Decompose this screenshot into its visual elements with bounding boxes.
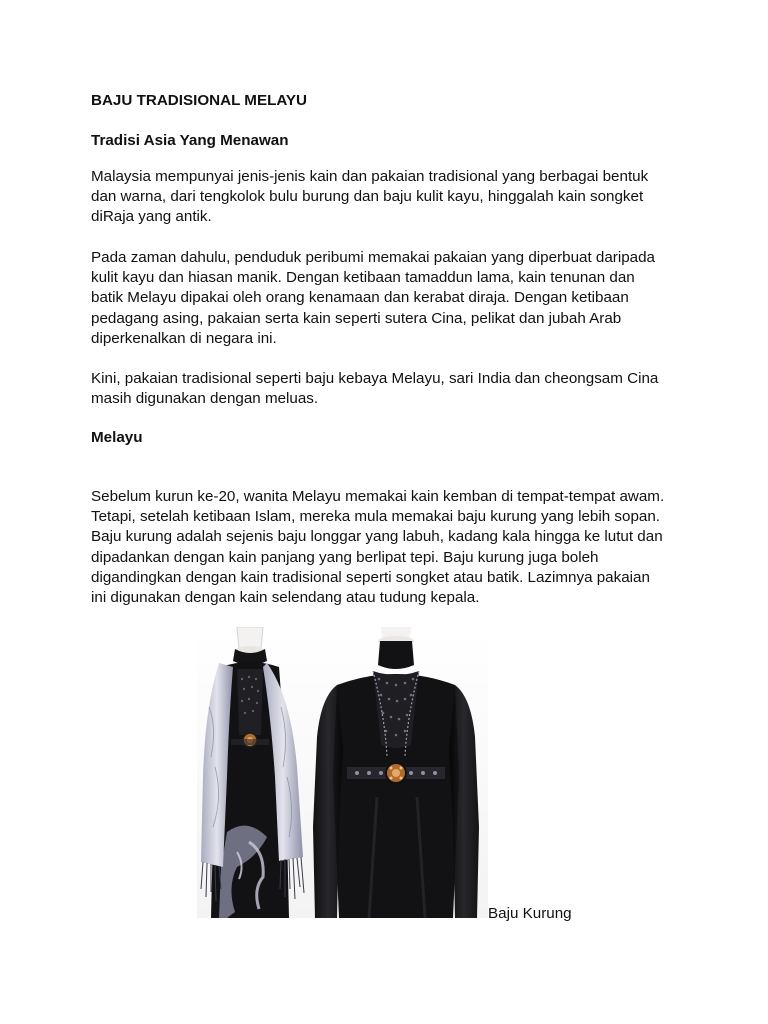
- paragraph-melayu: [91, 487, 691, 608]
- text-line: Baju kurung adalah sejenis baju longgar yang labuh, kadang kala hingga ke lutut dan: [91, 528, 663, 546]
- text-line: pedagang asing, pakaian serta kain seperti sutera Cina, pelikat dan jubah Arab: [91, 309, 622, 327]
- paragraph-intro: [91, 167, 691, 228]
- text-line: diperkenalkan di negara ini.: [91, 329, 277, 347]
- text-line: Sebelum kurun ke-20, wanita Melayu memakai kain kemban di tempat-tempat awam.: [91, 488, 665, 505]
- text-line: Kini, pakaian tradisional seperti baju kebaya Melayu, sari India dan cheongsam Cina: [91, 370, 659, 387]
- document-title: BAJU TRADISIONAL MELAYU: [91, 92, 308, 109]
- text-line: dan warna, dari tengkolok bulu burung dan baju kulit kayu, hinggalah kain songket: [91, 188, 644, 206]
- image-caption: Baju Kurung: [488, 905, 572, 922]
- text-line: Malaysia mempunyai jenis-jenis kain dan pakaian tradisional yang berbagai bentuk: [91, 168, 649, 185]
- text-line: Tetapi, setelah ketibaan Islam, mereka mula memakai baju kurung yang lebih sopan.: [91, 508, 661, 526]
- baju-kurung-photo: [197, 627, 488, 918]
- text-line: Pada zaman dahulu, penduduk peribumi memakai pakaian yang diperbuat daripada: [91, 249, 656, 266]
- paragraph-today: [91, 369, 691, 409]
- text-line: diRaja yang antik.: [91, 208, 212, 226]
- text-line: masih digunakan dengan meluas.: [91, 390, 319, 408]
- text-line: digandingkan dengan kain tradisional seperti songket atau batik. Lazimnya pakaian: [91, 568, 650, 586]
- section-heading-melayu: Melayu: [91, 429, 143, 446]
- text-line: batik Melayu dipakai oleh orang kenamaan dan kerabat diraja. Dengan ketibaan: [91, 289, 629, 307]
- text-line: dipadankan dengan kain panjang yang berlipat tepi. Baju kurung juga boleh: [91, 548, 599, 566]
- text-line: kulit kayu dan hiasan manik. Dengan ketibaan tamaddun lama, kain tenunan dan: [91, 269, 635, 287]
- text-line: ini digunakan dengan kain selendang atau tudung kepala.: [91, 589, 480, 607]
- paragraph-history: [91, 248, 691, 349]
- document-subtitle: Tradisi Asia Yang Menawan: [91, 132, 289, 149]
